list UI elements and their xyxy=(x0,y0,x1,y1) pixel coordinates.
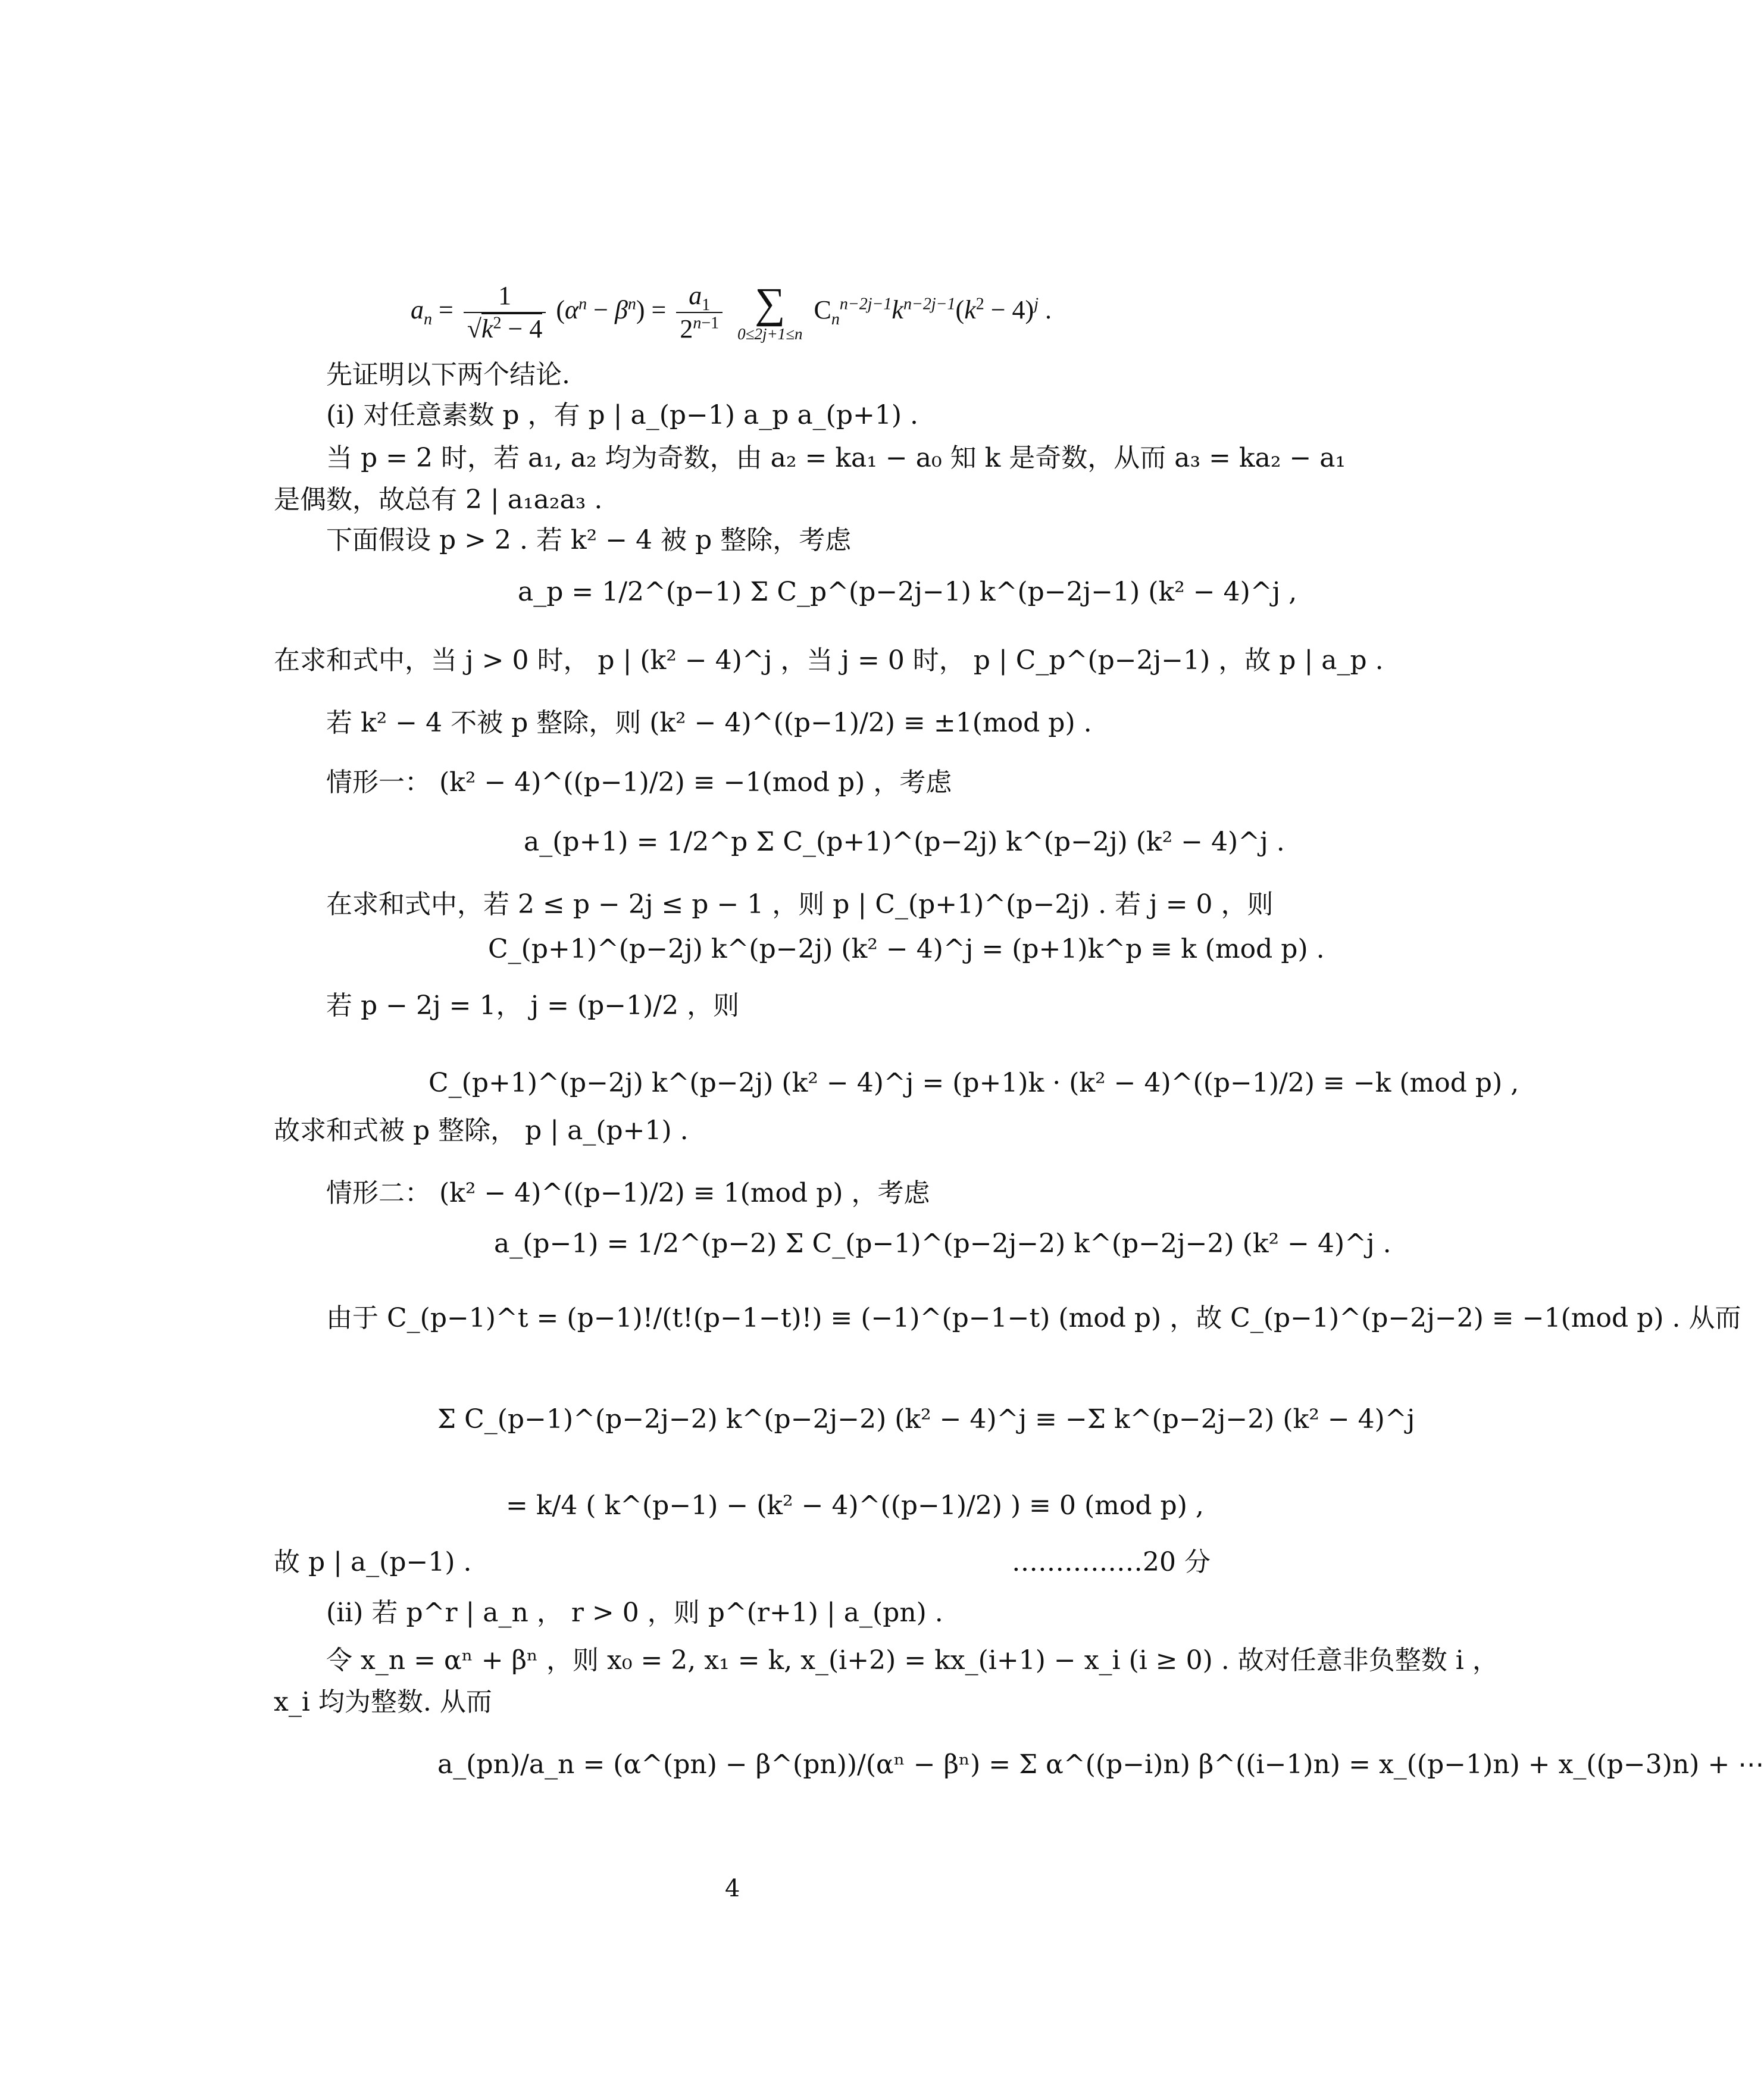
score-marker: ……………20 分 xyxy=(1012,1547,1211,1577)
line-l09: 若 k² − 4 不被 p 整除，则 (k² − 4)^((p−1)/2) ≡ ±1(mod p) . xyxy=(326,708,1092,738)
line-l10: 情形一： (k² − 4)^((p−1)/2) ≡ −1(mod p) ，考虑 xyxy=(326,767,952,798)
line-l02: 先证明以下两个结论. xyxy=(326,360,570,390)
line-l06: 下面假设 p > 2 . 若 k² − 4 被 p 整除，考虑 xyxy=(326,525,852,555)
line-l19: 由于 C_(p−1)^t = (p−1)!/(t!(p−1−t)!) ≡ (−1)^(p−1−t) (mod p) ，故 C_(p−1)^(p−2j−2) ≡ −1(mod p) . 从而 xyxy=(326,1303,1741,1333)
line-l22: 故 p | a_(p−1) . xyxy=(274,1547,472,1577)
line-l04: 当 p = 2 时，若 a₁, a₂ 均为奇数，由 a₂ = ka₁ − a₀ 知 k 是奇数，从而 a₃ = ka₂ − a₁ xyxy=(326,443,1346,473)
line-l25: x_i 均为整数. 从而 xyxy=(274,1687,492,1717)
line-l03: (i) 对任意素数 p ，有 p | a_(p−1) a_p a_(p+1) . xyxy=(326,400,919,430)
formula-a-n: $a_n$ = $\frac{1}{√k^2 - 4}$ $(\alpha^n - \beta^n)$ = $\frac{a_1}{2^{n-1}}$ ∑ 0≤2j+1≤n $C_n^{n-2j-1}k^{n-2j-1}(k^2 - 4)^j$ . xyxy=(411,279,1052,343)
formula-sum-congruence: Σ C_(p−1)^(p−2j−2) k^(p−2j−2) (k² − 4)^j ≡ −Σ k^(p−2j−2) (k² − 4)^j xyxy=(437,1404,1415,1434)
formula-sum-result: = k/4 ( k^(p−1) − (k² − 4)^((p−1)/2) ) ≡ 0 (mod p) , xyxy=(506,1490,1204,1521)
line-l17: 情形二： (k² − 4)^((p−1)/2) ≡ 1(mod p) ，考虑 xyxy=(326,1178,930,1208)
page-number: 4 xyxy=(725,1875,740,1902)
formula-a-p-plus-1: a_(p+1) = 1/2^p Σ C_(p+1)^(p−2j) k^(p−2j) (k² − 4)^j . xyxy=(524,827,1285,857)
formula-ratio: a_(pn)/a_n = (α^(pn) − β^(pn))/(αⁿ − βⁿ) = Σ α^((p−i)n) β^((i−1)n) = x_((p−1)n) + x_((p−3)n) + ⋯ xyxy=(437,1749,1764,1780)
line-l24: 令 x_n = αⁿ + βⁿ ，则 x₀ = 2, x₁ = k, x_(i+2) = kx_(i+1) − x_i (i ≥ 0) . 故对任意非负整数 i ， xyxy=(326,1645,1499,1676)
formula-j0-term: C_(p+1)^(p−2j) k^(p−2j) (k² − 4)^j = (p+1)k^p ≡ k (mod p) . xyxy=(488,934,1325,964)
line-l14: 若 p − 2j = 1， j = (p−1)/2 ，则 xyxy=(326,990,740,1021)
line-l16: 故求和式被 p 整除， p | a_(p+1) . xyxy=(274,1115,689,1146)
formula-a-p: a_p = 1/2^(p−1) Σ C_p^(p−2j−1) k^(p−2j−1) (k² − 4)^j , xyxy=(518,577,1297,607)
line-l08: 在求和式中，当 j > 0 时， p | (k² − 4)^j ，当 j = 0 时， p | C_p^(p−2j−1) ，故 p | a_p . xyxy=(274,645,1384,676)
formula-a-p-minus-1: a_(p−1) = 1/2^(p−2) Σ C_(p−1)^(p−2j−2) k^(p−2j−2) (k² − 4)^j . xyxy=(494,1229,1391,1259)
formula-j-mid-term: C_(p+1)^(p−2j) k^(p−2j) (k² − 4)^j = (p+1)k · (k² − 4)^((p−1)/2) ≡ −k (mod p) , xyxy=(429,1068,1519,1098)
line-l23: (ii) 若 p^r | a_n ， r > 0 ，则 p^(r+1) | a_(pn) . xyxy=(326,1598,943,1628)
line-l05: 是偶数，故总有 2 | a₁a₂a₃ . xyxy=(274,485,603,515)
line-l12: 在求和式中，若 2 ≤ p − 2j ≤ p − 1 ，则 p | C_(p+1)^(p−2j) . 若 j = 0 ，则 xyxy=(326,889,1274,920)
